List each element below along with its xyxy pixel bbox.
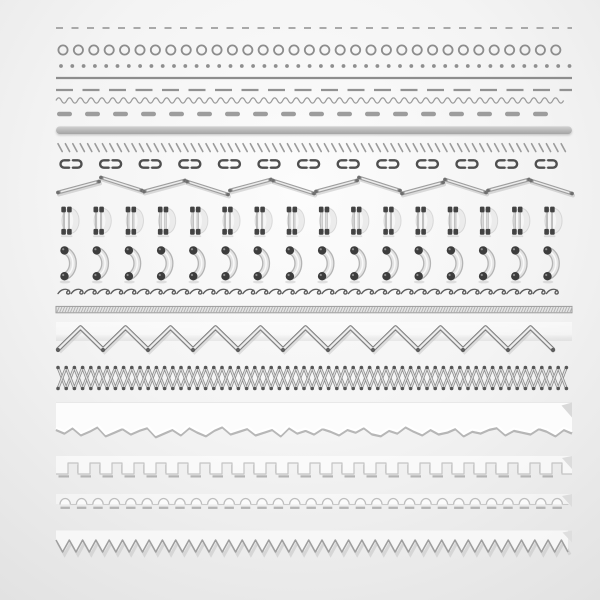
staple-stitch-divider bbox=[60, 160, 556, 167]
solid-bar-divider bbox=[56, 126, 572, 134]
zigzag-thread-stitch bbox=[56, 322, 572, 352]
rounded-dash-divider bbox=[57, 112, 548, 117]
zigzag-cut-paper-edge bbox=[56, 531, 572, 555]
tab-cut-paper-edge bbox=[56, 456, 572, 476]
angled-pin-divider bbox=[56, 176, 574, 197]
diagonal-stitch-divider bbox=[58, 144, 565, 152]
circle-divider bbox=[58, 45, 560, 54]
spiral-binding-rings bbox=[60, 246, 556, 283]
torn-paper-edge bbox=[56, 403, 572, 438]
dot-divider bbox=[59, 64, 571, 68]
wavy-line-divider bbox=[56, 98, 564, 103]
cross-stitch-divider bbox=[56, 366, 568, 391]
spiral-binding-wire bbox=[61, 207, 562, 237]
chain-stitch-divider bbox=[58, 289, 558, 294]
rope-divider bbox=[56, 306, 572, 312]
scallop-cut-paper-edge bbox=[56, 494, 572, 508]
